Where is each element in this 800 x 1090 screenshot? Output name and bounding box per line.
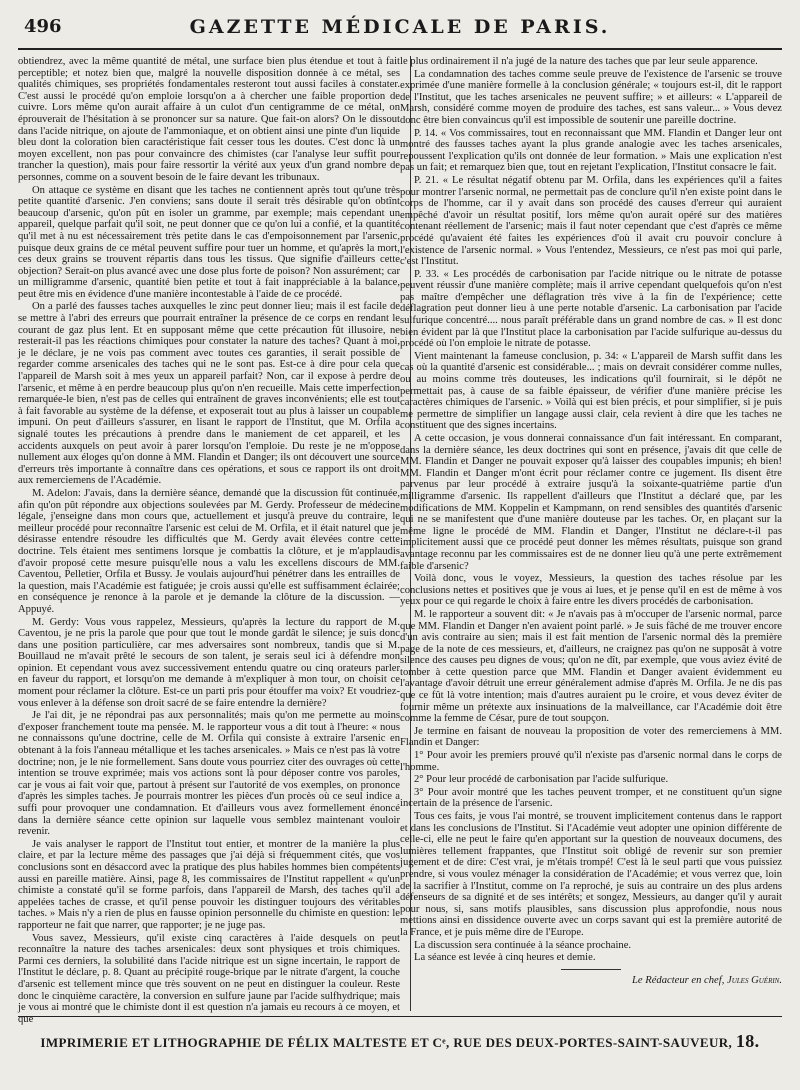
right-column	[400, 56, 782, 1011]
paragraph: On a parlé des fausses taches auxquelles le zinc peut donner lieu; mais il est facile de se mettre à l'abri des erreurs que pourrait entraîner la présence de ce corps en rendant le courant de gaz plus lent. Et en supposant même que cette précaution fût illusoire, ne resterait-il pas les réactions chimiques pour constater la nature des taches? Quant à moi, je le déclare, je ne vois pas comment avec toutes ces garanties, il serait possible de regarder comme arsenicales des taches qui ne le sont pas. Est-ce à dire pour cela que l'appareil de Marsh soit à mes yeux un appareil parfait? Non, car il expose à perdre de l'arsenic, et même à en perdre beaucoup plus qu'on n'en recueille. Mais cette imperfection remarquée-le bien, n'est pas de celles qui entraînent de graves inconvénients; elle est tout à fait favorable au système de la défense, et exposerait tout au plus à laisser un coupable impuni. On peut d'ailleurs s'assurer, en lisant le rapport de l'Institut, que M. Orfila a signalé toutes les précautions à prendre dans le maniement de cet appareil, et les accidents auxquels on peut avoir à parer lorsqu'on l'emploie. Du reste je ne m'oppose nullement aux éloges qu'on donne à MM. Flandin et Danger; ils ont découvert une source d'erreurs très importante à connaître dans ces opérations, et sous ce rapport ils ont droit aux remerciemens de l'Académie.	[18, 301, 400, 487]
paragraph: Je termine en faisant de nouveau la proposition de voter des remerciemens à MM. Flandin et Danger:	[400, 725, 782, 749]
paragraph: Vient maintenant la fameuse conclusion, p. 34: « L'appareil de Marsh suffit dans les cas où la quantité d'arsenic est considérable... ; mais on devrait considérer comme nulles, ou au moins comme très douteuses, les indications qu'il fournirait, si le dépôt ne permettait pas, à cause de sa faible épaisseur, de vérifier d'une manière précise les caractères chimiques de l'arsenic. » Voilà qui est bien précis, et pour simplifier, si je puis me permettre de simplifier un langage aussi clair, cela revient à dire que les taches ne constituent que des signes incertains.	[400, 350, 782, 432]
journal-title: GAZETTE MÉDICALE DE PARIS.	[189, 16, 611, 38]
article-body	[18, 56, 782, 1025]
imprint-number: 18.	[735, 1031, 760, 1051]
paragraph: P. 33. « Les procédés de carbonisation par l'acide nitrique ou le nitrate de potasse peuvent réussir d'une manière complète; mais il arrive cependant quelquefois qu'on n'est pas maître d'empêcher une déflagration très vive à la fin de l'expérience; cette déflagration peut donner lieu à une perte notable d'arsenic. La carbonisation par l'acide sulfurique concentré.... nous paraît préférable dans un grand nombre de cas. » Il est donc bien évident par là que l'Institut place la carbonisation par l'acide sulfurique au-dessus du procédé où l'on emploie le nitrate de potasse.	[400, 268, 782, 350]
paragraph: M. le rapporteur a souvent dit: « Je n'avais pas à m'occuper de l'arsenic normal, parce que MM. Flandin et Danger n'en avaient point parlé. » Je suis fâché de me trouver encore d'un avis contraire au sien; mais il est fait mention de l'arsenic normal dès la première page de la note de ces messieurs, et, d'ailleurs, ne craignez pas qu'on ne supposât à votre silence des causes peu dignes de vous; qu'on ne dît, par exemple, que vous aviez évité de tomber à cette question parce que MM. Flandin et Danger avaient évidemment eu l'avantage d'avoir détruit une erreur généralement admise d'après M. Orfila. Je ne dis pas que ce fût là votre intention; mais d'autres auraient pu le croire, et vous devez éviter de fournir même un prétexte aux insinuations de la malveillance, car l'Académie doit être comme la femme de César, pure de tout soupçon.	[400, 608, 782, 725]
imprint-line	[18, 1031, 782, 1052]
paragraph: Tous ces faits, je vous l'ai montré, se trouvent implicitement contenus dans le rapport et dans les conclusions de l'Institut. Si l'Académie veut adopter une opinion différente de celle-ci, elle ne peut le faire qu'en apportant sur la question de nouveaux documens, des lumières tellement frappantes, que l'Institut soit obligé de revenir sur son premier jugement et de dire: C'est vrai, je m'étais trompé! C'est là le seul parti que vous puissiez prendre, si vous voulez ménager la considération de l'Académie; et vous verrez que, loin de la sacrifier à l'Institut, comme on l'a reproché, je suis au contraire un des plus ardens défenseurs de sa dignité et de ses intérêts; et songez, Messieurs, au danger qu'il y aurait pour nous, si, sans motifs plausibles, sans discussion plus approfondie, nous nous mettions ainsi en dissidence ouverte avec un corps savant qui est la première autorité de la France, et je puis même dire de l'Europe.	[400, 811, 782, 938]
separator-rule	[561, 969, 621, 970]
paragraph: Je vais analyser le rapport de l'Institut tout entier, et montrer de la manière la plus claire, et par la lecture même des passages que j'ai déjà si fréquemment cités, que vos conclusions sont en désaccord avec la pratique des plus habiles hommes bien compétents aussi en pareille matière. Ainsi, page 8, les commissaires de l'Institut rappellent « qu'un chimiste a constaté qu'il se forme parfois, dans l'appareil de Marsh, des taches qu'il a appelées taches de crasse, et qu'il pense pouvoir les distinguer toujours des véritables taches. » Mais n'y a rien de plus en fausse opinion personnelle du chimiste en question: le rapporteur ne fait que narrer, que rapporter; je ne juge pas.	[18, 838, 400, 931]
list-item: 1° Pour avoir les premiers prouvé qu'il n'existe pas d'arsenic normal dans le corps de l'homme.	[400, 750, 782, 773]
signature-role: Le Rédacteur en chef,	[631, 974, 725, 986]
signature	[400, 975, 782, 987]
paragraph: La condamnation des taches comme seule preuve de l'existence de l'arsenic se trouve exprimée d'une manière formelle à la conclusion générale; « toujours est-il, dit le rapport de l'Institut, que les taches arsenicales ne peuvent suffire; » et ailleurs: « L'appareil de Marsh, considéré comme moyen de produire des taches, est sans valeur... » Vous devez donc être bien convaincus qu'il est impossible de soutenir une pareille doctrine.	[400, 68, 782, 126]
paragraph: On attaque ce système en disant que les taches ne contiennent après tout qu'une très petite quantité d'arsenic. J'en conviens; sans doute il serait très désirable qu'on obtînt beaucoup d'arsenic, qu'on pût en isoler un gramme, par exemple; mais cependant un appareil, quelque parfait qu'il soit, ne peut donner que ce qu'on lui a confié, et la quantité qu'il met à nu est nécessairement très petite dans le cas d'empoisonnement par l'arsenic, puisque deux grains de ce métal peuvent suffire pour tuer un homme, et qu'après la mort, ces deux grains se trouvent répartis dans tous les tissus. Que signifie d'ailleurs cette objection? Serait-on plus avancé avec une dose plus forte de poison? Non assurément; car un milligramme d'arsenic, quantité bien petite et tout à fait inappréciable à la balance, peut être mis en évidence d'une manière incontestable à l'aide de ce procédé.	[18, 184, 400, 300]
paragraph: A cette occasion, je vous donnerai connaissance d'un fait intéressant. En comparant, dans la dernière séance, les deux doctrines qui sont en présence, j'avais dit que celle de MM. Flandin et Danger ne pouvait exposer qu'à laisser des coupables impunis; eh bien! MM. Flandin et Danger m'ont écrit pour réclamer contre ce jugement. Ils disent être parvenus par leur procédé à extraire jusqu'à la soixante-quatrième partie d'un milligramme d'arsenic. Ils rappellent d'ailleurs que l'Institut a déclaré que, par les modifications de MM. Koppelin et Kampmann, on rend sensibles des quantités d'arsenic qui ne se manifestent que d'une manière douteuse par les taches. Or, en plaçant sur la même ligne le procédé de MM. Flandin et Danger, l'Institut ne déclare-t-il pas implicitement aussi que ce procédé peut donner les mêmes résultats, puisque son grand avantage reconnu par les commissaires est de ne donner lieu qu'à une perte extrêmement faible d'arsenic?	[400, 433, 782, 572]
paragraph: P. 14. « Vos commissaires, tout en reconnaissant que MM. Flandin et Danger leur ont montré des fausses taches ayant la plus grande analogie avec les taches arsenicales, repoussent l'explication qu'ils ont donnée de leur formation. » Mais une explication n'est pas un fait; et remarquez bien que, tout en rejetant l'explication, l'Institut consacre le fait.	[400, 127, 782, 174]
paragraph: Je l'ai dit, je ne répondrai pas aux personnalités; mais qu'on me permette au moins d'exposer franchement toute ma pensée. M. le rapporteur vous a dit tout à l'heure: « nous ne connaissons qu'une doctrine, celle de M. Orfila qui consiste à extraire l'arsenic en obtenant à la fois l'anneau métallique et les taches arsenicales. » Mais ce n'est pas là votre doctrine; non, je le nie formellement. Sans doute vous pourriez citer des ouvrages où cette intention se trouve exprimée; mais vos actions sont là pour déposer contre vos paroles, car je vous ai fait voir que, partout à présent sur l'autorité de vos exemples, on prononce d'après les simples taches. Je pourrais montrer les pièces d'un procès où ce seul indice a suffi pour provoquer une condamnation. Et d'ailleurs vous avez formellement énoncé dans la dernière séance cette opinion sur laquelle vous semblez maintenant vouloir revenir.	[18, 710, 400, 838]
paragraph: obtiendrez, avec la même quantité de métal, une surface bien plus étendue et tout à fait perceptible; et notez bien que, malgré la nouvelle disposition donnée à ce métal, ses qualités chimiques, ses propriétés fondamentales resteront tout aussi faciles à constater. C'est aussi le procédé qu'on emploie lorsqu'on a à chercher une faible proportion de cuivre. Lors même qu'on aurait affaire à un culot d'un centigramme de ce métal, on éprouverait de l'hésitation à se prononcer sur sa nature. Que fait-on alors? On le dissout dans l'acide nitrique, on ajoute de l'ammoniaque, et on obtient ainsi une pinte d'un liquide bleu dont la coloration bien caractéristique fait cesser tous les doutes. C'est donc là un moyen excellent, non pas pour convaincre des chimistes (car l'analyse leur suffit pour trancher la question), mais pour faire ressortir la vérité aux yeux d'un grand nombre de personnes, comme on a souvent besoin de le faire devant les tribunaux.	[18, 56, 400, 183]
paragraph: Voilà donc, vous le voyez, Messieurs, la question des taches résolue par les conclusions nettes et positives que je vous ai lues, et je pense qu'il en est de même à vos yeux pour ce qui regarde le choix à faire entre les divers procédés de carbonisation.	[400, 573, 782, 608]
paragraph: La séance est levée à cinq heures et demie.	[414, 952, 596, 964]
paragraph: Vous savez, Messieurs, qu'il existe cinq caractères à l'aide desquels on peut reconnaître la nature des taches arsenicales: deux sont physiques et trois chimiques. Parmi ces derniers, la solubilité dans l'acide nitrique est un signe incertain, le rapport de l'Institut le déclare, p. 8. Quant au précipité rouge-brique par le nitrate d'argent, la couche d'arsenic est tellement mince que très souvent on ne peut en distinguer la couleur. Reste donc le cinquième caractère, la conversion en sulfure jaune par l'acide sulfhydrique; mais je vous ai montré que le chimiste dont il est question n'a jamais eu recours à ce moyen, et que	[18, 932, 400, 1025]
paragraph: le plus ordinairement il n'a jugé de la nature des taches que par leur seule apparence.	[400, 56, 758, 67]
signature-name: Jules Guérin.	[727, 974, 782, 986]
left-column	[18, 56, 400, 1025]
page-header	[18, 14, 782, 50]
paragraph: P. 21. « Le résultat négatif obtenu par M. Orfila, dans les expériences qu'il a faites pour montrer l'arsenic normal, ne permettait pas de conclure qu'il n'en existe point dans le corps de l'homme, car il y avait dans son procédé des causes d'erreur qui auraient empêché d'avoir un résultat positif, lors même qu'on aurait opéré sur des matières contenant réellement de l'arsenic; mais il faut noter cependant que c'est d'après ce même procédé qu'avaient été faites les expériences d'où il avait cru pouvoir conclure à l'existence de l'arsenic normal. » Vous l'entendez, Messieurs, ce n'est pas moi qui parle, c'est l'Institut.	[400, 174, 782, 268]
printer-footer	[18, 1016, 782, 1057]
paragraph: M. Gerdy: Vous vous rappelez, Messieurs, qu'après la lecture du rapport de M. Caventou, je ne pris la parole que pour que tout le monde gardât le silence; je suis donc dans une position particulière, car mes adversaires sont nombreux, tandis que si M. Bouillaud ne m'avait prêté le secours de son talent, je serais seul ici à défendre mon opinion. Et cependant vous avez successivement entendu quatre ou cinq orateurs parler en faveur du rapport, et lorsqu'on me demande à m'expliquer à mon tour, on choisit ce moment pour réclamer la clôture. Est-ce un parti pris pour étouffer ma voix? Et voudriez-vous enlever à la défense son droit sacré de se faire entendre la dernière?	[18, 616, 400, 709]
page-number: 496	[24, 16, 62, 37]
paragraph: La discussion sera continuée à la séance prochaine.	[414, 939, 632, 951]
list-item: 3° Pour avoir montré que les taches peuvent tromper, et ne constituent qu'un signe incertain de la présence de l'arsenic.	[400, 786, 782, 810]
list-item: 2° Pour leur procédé de carbonisation par l'acide sulfurique.	[414, 774, 669, 786]
imprint-text: IMPRIMERIE ET LITHOGRAPHIE DE FÉLIX MALTESTE ET Cᵉ, RUE DES DEUX-PORTES-SAINT-SAUVEUR,	[40, 1035, 733, 1050]
paragraph: M. Adelon: J'avais, dans la dernière séance, demandé que la discussion fût continuée, afin qu'on pût répondre aux objections soulevées par M. Gerdy. Professeur de médecine légale, j'enseigne dans mon cours que, actuellement et jusqu'à preuve du contraire, le meilleur procédé pour reconnaître l'arsenic est celui de M. Orfila, et il était naturel que je désirasse entendre résoudre les difficultés que M. Gerdy avait élevées contre cette doctrine. Tels étaient mes sentimens lorsque je combattis la clôture, et je m'applaudis d'avoir proposé cette mesure puisqu'elle nous a valu les excellens discours de MM. Caventou, Pelletier, Orfila et Bussy. Je voulais aujourd'hui pénétrer dans les entrailles de la question, mais l'Académie est fatiguée; je crois aussi qu'elle est suffisamment éclairée; en conséquence je renonce à la parole et je demande la clôture de la discussion. — Appuyé.	[18, 487, 400, 615]
